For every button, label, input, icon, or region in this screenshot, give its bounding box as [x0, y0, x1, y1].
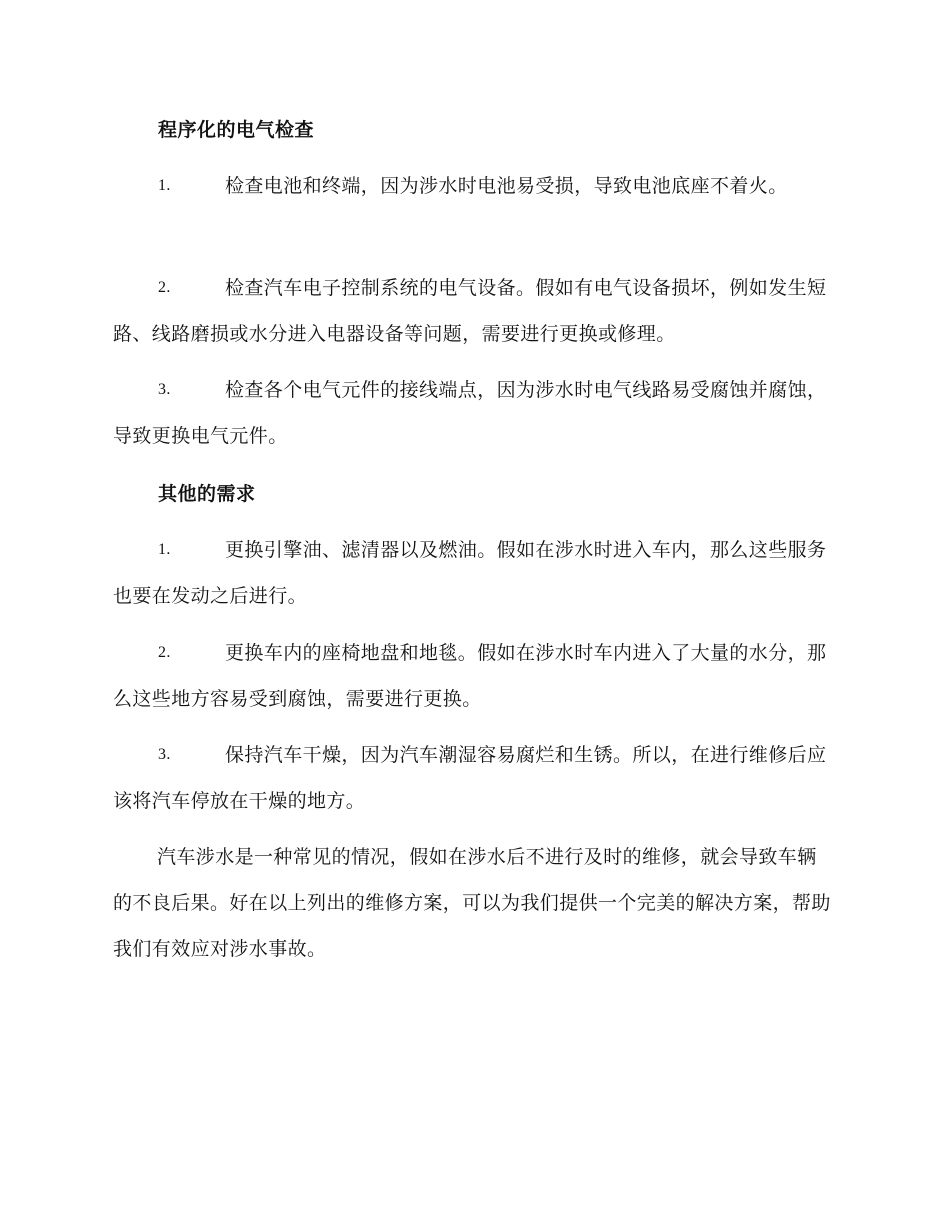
list-item-number: 2. [158, 279, 171, 296]
list-item [113, 732, 833, 824]
section-heading-electrical: 程序化的电气检查 [158, 119, 315, 141]
list-item [113, 265, 833, 357]
list-item-text: 检查各个电气元件的接线端点，因为涉水时电气线路易受腐蚀并腐蚀，导致更换电气元件。 [113, 379, 827, 447]
list-item-number: 3. [158, 746, 171, 763]
list-item-text: 检查汽车电子控制系统的电气设备。假如有电气设备损坏，例如发生短路、线路磨损或水分进入电器设备等问题，需要进行更换或修理。 [113, 277, 827, 345]
conclusion-paragraph: 汽车涉水是一种常见的情况，假如在涉水后不进行及时的维修，就会导致车辆的不良后果。好在以上列出的维修方案，可以为我们提供一个完美的解决方案，帮助我们有效应对涉水事故。 [113, 846, 831, 960]
list-item [113, 367, 833, 459]
list-item-number: 2. [158, 644, 171, 661]
section-heading-other: 其他的需求 [158, 483, 256, 505]
list-item-number: 3. [158, 381, 171, 398]
list-item [113, 630, 833, 722]
list-item [113, 163, 833, 209]
list-item-text: 检查电池和终端，因为涉水时电池易受损，导致电池底座不着火。 [225, 175, 788, 197]
list-item-text: 保持汽车干燥，因为汽车潮湿容易腐烂和生锈。所以，在进行维修后应该将汽车停放在干燥的地方。 [113, 744, 827, 812]
list-item-text: 更换引擎油、滤清器以及燃油。假如在涉水时进入车内，那么这些服务也要在发动之后进行。 [113, 539, 827, 607]
list-item-text: 更换车内的座椅地盘和地毯。假如在涉水时车内进入了大量的水分，那么这些地方容易受到腐蚀，需要进行更换。 [113, 642, 827, 710]
list-item-number: 1. [158, 177, 171, 194]
list-item-number: 1. [158, 541, 171, 558]
list-item [113, 527, 833, 619]
